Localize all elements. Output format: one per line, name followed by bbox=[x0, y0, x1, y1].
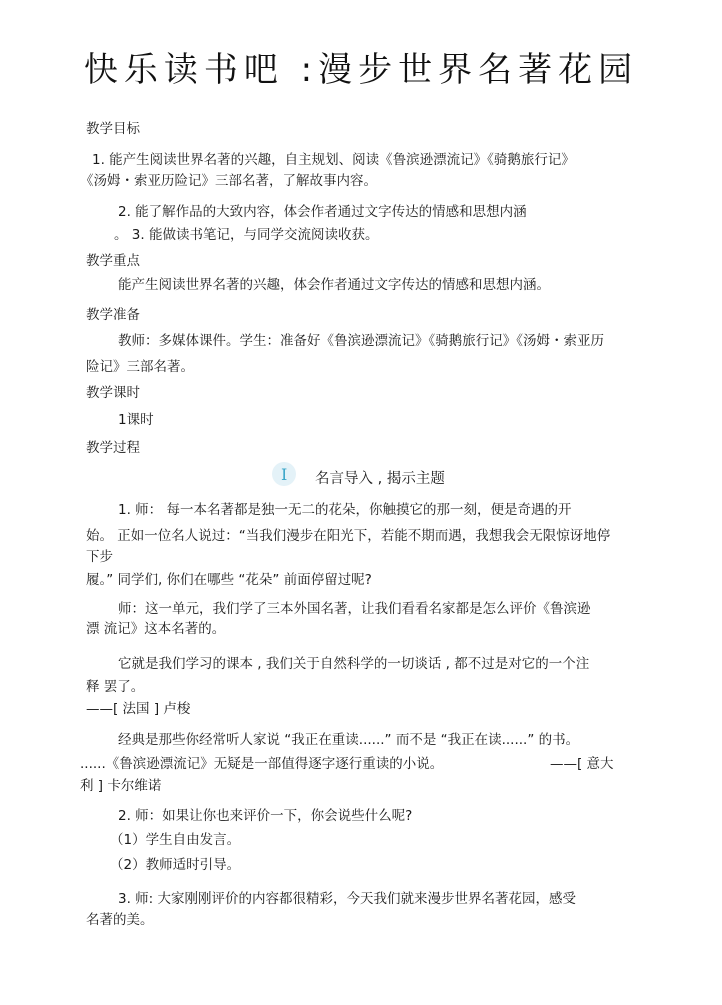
preparation-line-1: 教师：多媒体课件。学生：准备好《鲁滨逊漂流记》《骑鹅旅行记》《汤姆・索亚历 bbox=[118, 333, 604, 349]
process-p1-line-1: 1. 师： 每一本名著都是独一无二的花朵，你触摸它的那一刻，便是奇遇的开 bbox=[118, 502, 572, 518]
process-p2-line-1: 师：这一单元，我们学了三本外国名著，让我们看看名家都是怎么评价《鲁滨逊 bbox=[118, 601, 591, 617]
section-number: I bbox=[281, 465, 288, 484]
process-p1-line-3: 下步 bbox=[86, 549, 113, 565]
quote-2-line-1: 经典是那些你经常听人家说 “我正在重读......” 而不是 “我正在读......” 的书。 bbox=[118, 732, 580, 748]
goals-heading: 教学目标 bbox=[86, 121, 140, 137]
section-title: 名言导入 , 揭示主题 bbox=[315, 471, 445, 487]
goal-item-2-line-2: 。 3. 能做读书笔记，与同学交流阅读收获。 bbox=[114, 227, 379, 243]
quote-2-author-line-1: ——[ 意大 bbox=[550, 756, 614, 772]
hours-text: 1课时 bbox=[118, 412, 154, 428]
process-p2-line-2: 漂 流记》这本名著的。 bbox=[86, 621, 226, 637]
preparation-line-2: 险记》三部名著。 bbox=[86, 359, 194, 375]
hours-heading: 教学课时 bbox=[86, 385, 140, 401]
quote-2-author-line-2: 利 ] 卡尔维诺 bbox=[80, 778, 162, 794]
process-p3-sub-1: （1）学生自由发言。 bbox=[110, 832, 241, 848]
quote-1-author: ——[ 法国 ] 卢梭 bbox=[86, 701, 191, 717]
process-p3: 2. 师：如果让你也来评价一下，你会说些什么呢? bbox=[118, 808, 413, 824]
page-title: 快乐读书吧 :漫步世界名著花园 bbox=[83, 50, 639, 90]
quote-2-line-2: ......《鲁滨逊漂流记》无疑是一部值得逐字逐行重读的小说。 bbox=[80, 756, 444, 772]
process-p4-line-2: 名著的美。 bbox=[86, 912, 154, 928]
goal-item-1-line-2: 《汤姆・索亚历险记》三部名著，了解故事内容。 bbox=[80, 173, 377, 189]
process-p4-line-1: 3. 师: 大家刚刚评价的内容都很精彩，今天我们就来漫步世界名著花园，感受 bbox=[118, 891, 577, 907]
goal-item-1-line-1: 1. 能产生阅读世界名著的兴趣，自主规划、阅读《鲁滨逊漂流记》《骑鹅旅行记》 bbox=[92, 152, 575, 168]
process-p1-line-4: 履。” 同学们, 你们在哪些 “花朵” 前面停留过呢? bbox=[86, 572, 372, 588]
quote-1-line-2: 释 罢了。 bbox=[86, 679, 145, 695]
process-p3-sub-2: （2）教师适时引导。 bbox=[110, 857, 241, 873]
key-points-heading: 教学重点 bbox=[86, 253, 140, 269]
goal-item-2-line-1: 2. 能了解作品的大致内容，体会作者通过文字传达的情感和思想内涵 bbox=[118, 204, 527, 220]
preparation-heading: 教学准备 bbox=[86, 307, 140, 323]
process-p1-line-2: 始。 正如一位名人说过：“当我们漫步在阳光下，若能不期而遇，我想我会无限惊讶地停 bbox=[86, 528, 611, 544]
process-heading: 教学过程 bbox=[86, 440, 140, 456]
key-points-text: 能产生阅读世界名著的兴趣，体会作者通过文字传达的情感和思想内涵。 bbox=[118, 277, 550, 293]
quote-1-line-1: 它就是我们学习的课本 , 我们关于自然科学的一切谈话 , 都不过是对它的一个注 bbox=[118, 656, 590, 672]
